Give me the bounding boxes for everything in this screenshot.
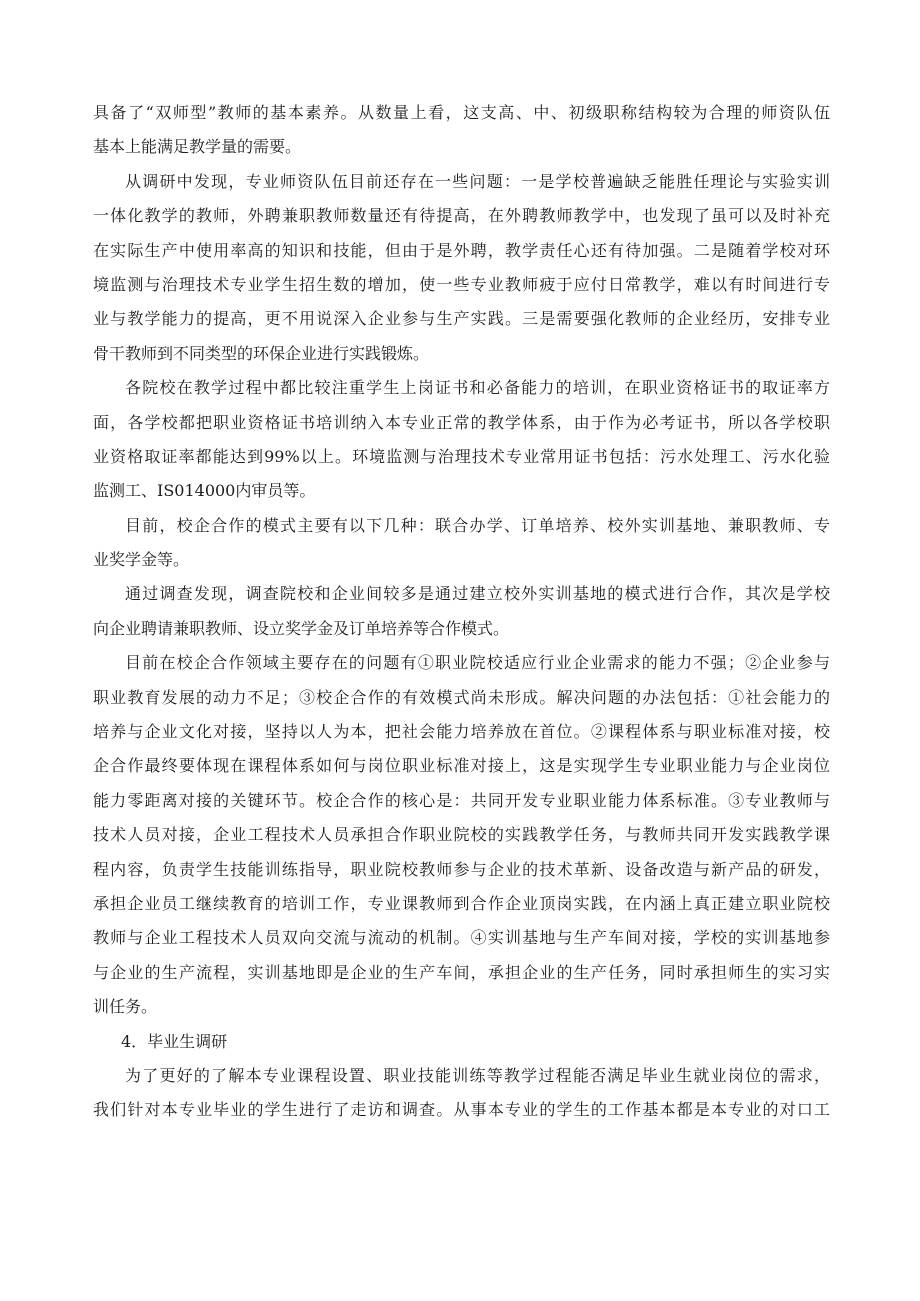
document-page	[93, 96, 830, 1128]
text-line: 程内容，负责学生技能训练指导，职业院校教师参与企业的技术革新、设备改造与新产品的研发，	[93, 859, 830, 879]
text-line: 各院校在教学过程中都比较注重学生上岗证书和必备能力的培训，在职业资格证书的取证率方	[125, 378, 830, 398]
text-line: 业奖学金等。	[93, 550, 190, 570]
text-line: 一体化教学的教师，外聘兼职教师数量还有待提高，在外聘教师教学中，也发现了虽可以及时补充	[93, 206, 830, 226]
text-line: 职业教育发展的动力不足；③校企合作的有效模式尚未形成。解决问题的办法包括：①社会能力的	[93, 687, 830, 707]
text-line: 与企业的生产流程，实训基地即是企业的生产车间，承担企业的生产任务，同时承担师生的实习实	[93, 962, 830, 982]
text-line: 能力零距离对接的关键环节。校企合作的核心是：共同开发专业职业能力体系标准。③专业教师与	[93, 790, 830, 810]
section-heading	[93, 1025, 830, 1059]
text-line: 监测工、IS014000内审员等。	[93, 481, 316, 501]
text-line: 企合作最终要体现在课程体系如何与岗位职业标准对接上，这是实现学生专业职业能力与企业岗位	[93, 756, 830, 776]
paragraph-certificates	[93, 371, 830, 509]
text-line: 基本上能满足教学量的需要。	[93, 137, 302, 157]
text-line: 骨干教师到不同类型的环保企业进行实践锻炼。	[93, 343, 430, 363]
text-line: 目前在校企合作领域主要存在的问题有①职业院校适应行业企业需求的能力不强；②企业参与	[125, 653, 830, 673]
paragraph-graduate-survey	[93, 1059, 830, 1128]
text-line: 在实际生产中使用率高的知识和技能，但由于是外聘，教学责任心还有待加强。二是随着学校对环	[93, 240, 830, 260]
text-line: 向企业聘请兼职教师、设立奖学金及订单培养等合作模式。	[93, 618, 510, 638]
text-line: 境监测与治理技术专业学生招生数的增加，使一些专业教师疲于应付日常教学，难以有时间进行专	[93, 274, 830, 294]
text-line: 业与教学能力的提高，更不用说深入企业参与生产实践。三是需要强化教师的企业经历，安排专业	[93, 309, 830, 329]
text-line: 从调研中发现，专业师资队伍目前还存在一些问题：一是学校普遍缺乏能胜任理论与实验实训	[125, 171, 830, 191]
text-line: 承担企业员工继续教育的培训工作，专业课教师到合作企业顶岗实践，在内涵上真正建立职业院校	[93, 893, 830, 913]
text-line: 通过调查发现，调查院校和企业间较多是通过建立校外实训基地的模式进行合作，其次是学校	[125, 584, 830, 604]
text-line: 面，各学校都把职业资格证书培训纳入本专业正常的教学体系，由于作为必考证书，所以各学校职	[93, 412, 830, 432]
text-line: 业资格取证率都能达到99%以上。环境监测与治理技术专业常用证书包括：污水处理工、污水化验	[93, 446, 830, 466]
paragraph-cooperation-issues	[93, 646, 830, 1024]
text-line: 具备了“双师型”教师的基本素养。从数量上看，这支高、中、初级职称结构较为合理的师资队伍	[93, 103, 830, 122]
section-heading-text: 4．毕业生调研	[121, 1031, 228, 1051]
paragraph-faculty-problems	[93, 165, 830, 371]
paragraph-cooperation-modes	[93, 509, 830, 578]
text-line: 我们针对本专业毕业的学生进行了走访和调查。从事本专业的学生的工作基本都是本专业的对口工	[93, 1100, 830, 1120]
text-line: 为了更好的了解本专业课程设置、职业技能训练等教学过程能否满足毕业生就业岗位的需求，	[125, 1065, 830, 1085]
paragraph-survey-findings	[93, 577, 830, 646]
text-line: 培养与企业文化对接，坚持以人为本，把社会能力培养放在首位。②课程体系与职业标准对接，校	[93, 722, 830, 742]
text-line: 训任务。	[93, 997, 158, 1017]
text-line: 教师与企业工程技术人员双向交流与流动的机制。④实训基地与生产车间对接，学校的实训基地参	[93, 928, 830, 948]
text-line: 技术人员对接，企业工程技术人员承担合作职业院校的实践教学任务，与教师共同开发实践教学课	[93, 825, 830, 845]
paragraph-teacher-quality	[93, 96, 830, 165]
text-line: 目前，校企合作的模式主要有以下几种：联合办学、订单培养、校外实训基地、兼职教师、专	[125, 515, 830, 535]
